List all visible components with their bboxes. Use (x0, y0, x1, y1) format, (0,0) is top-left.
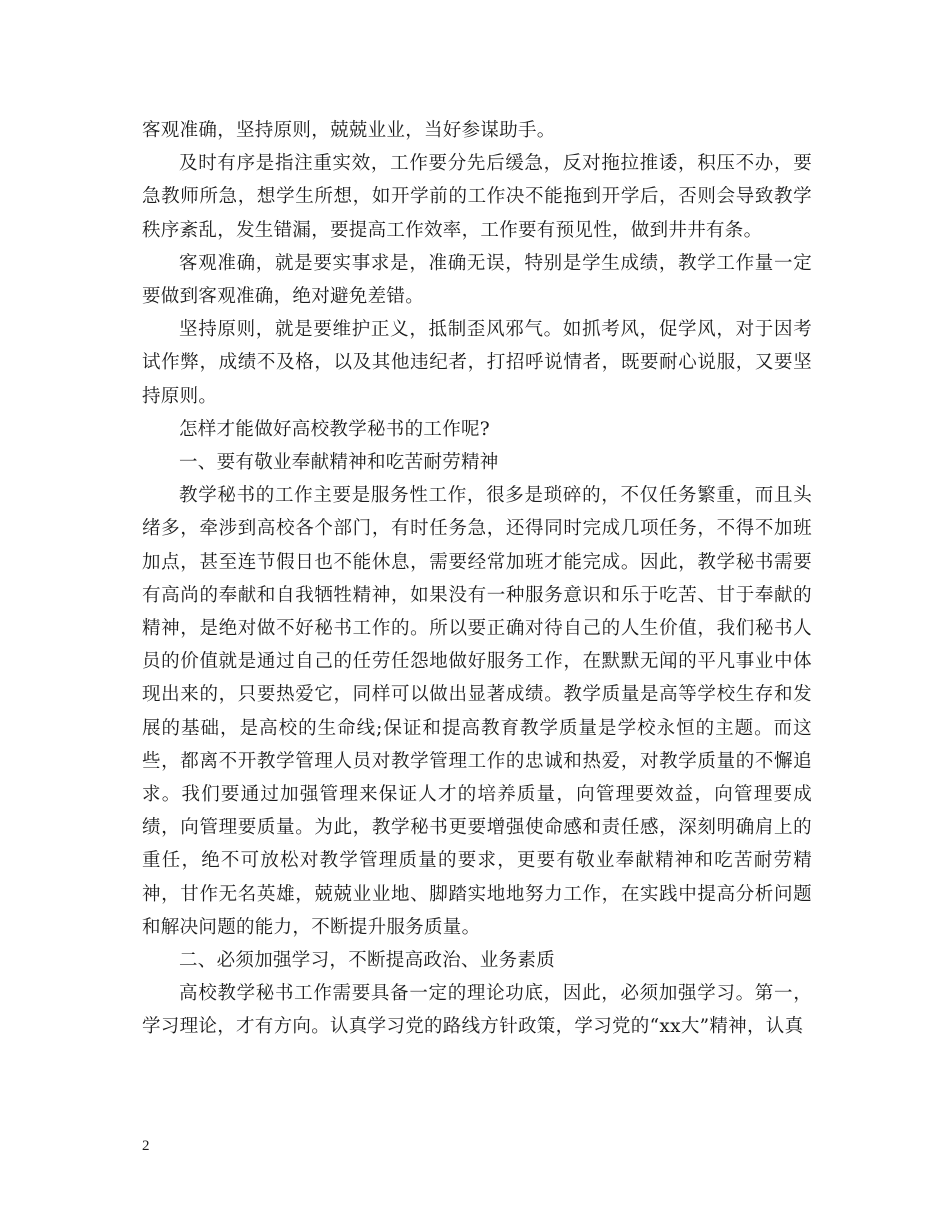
paragraph-uphold-principles: 坚持原则，就是要维护正义，抵制歪风邪气。如抓考风，促学风，对于因考试作弊，成绩不及格，以及其他违纪者，打招呼说情者，既要耐心说服，又要坚持原则。 (142, 319, 812, 407)
page-number: 2 (142, 1138, 150, 1154)
paragraph-question: 怎样才能做好高校教学秘书的工作呢? (179, 418, 491, 440)
section-heading-dedication: 一、要有敬业奉献精神和吃苦耐劳精神 (179, 452, 499, 474)
document-body (142, 114, 812, 1044)
paragraph-dedication: 教学秘书的工作主要是服务性工作，很多是琐碎的，不仅任务繁重，而且头绪多，牵涉到高校各个部门，有时任务急，还得同时完成几项任务，不得不加班加点，甚至连节假日也不能休息，需要经常加班才能完成。因此，教学秘书需要有高尚的奉献和自我牺牲精神，如果没有一种服务意识和乐于吃苦、甘于奉献的精神，是绝对做不好秘书工作的。所以要正确对待自己的人生价值，我们秘书人员的价值就是通过自己的任劳任怨地做好服务工作，在默默无闻的平凡事业中体现出来的，只要热爱它，同样可以做出显著成绩。教学质量是高等学校生存和发展的基础，是高校的生命线;保证和提高教育教学质量是学校永恒的主题。而这些，都离不开教学管理人员对教学管理工作的忠诚和热爱，对教学质量的不懈追求。我们要通过加强管理来保证人才的培养质量，向管理要效益，向管理要成绩，向管理要质量。为此，教学秘书更要增强使命感和责任感，深刻明确肩上的重任，绝不可放松对教学管理质量的要求，更要有敬业奉献精神和吃苦耐劳精神，甘作无名英雄，兢兢业业地、脚踏实地地努力工作，在实践中提高分析问题和解决问题的能力，不断提升服务质量。 (142, 485, 812, 938)
paragraph-objective-accuracy: 客观准确，就是要实事求是，准确无误，特别是学生成绩，教学工作量一定要做到客观准确，绝对避免差错。 (142, 252, 812, 308)
paragraph-continuation: 客观准确，坚持原则，兢兢业业，当好参谋助手。 (142, 120, 556, 141)
paragraph-study: 高校教学秘书工作需要具备一定的理论功底，因此，必须加强学习。第一，学习理论，才有方向。认真学习党的路线方针政策，学习党的“xx大”精神，认真 (142, 983, 812, 1038)
paragraph-timely-order: 及时有序是指注重实效，工作要分先后缓急，反对拖拉推诿，积压不办，要急教师所急，想学生所想，如开学前的工作决不能拖到开学后，否则会导致教学秩序紊乱，发生错漏，要提高工作效率，工作要有预见性，做到井井有条。 (142, 153, 812, 241)
section-heading-study: 二、必须加强学习，不断提高政治、业务素质 (179, 950, 556, 972)
